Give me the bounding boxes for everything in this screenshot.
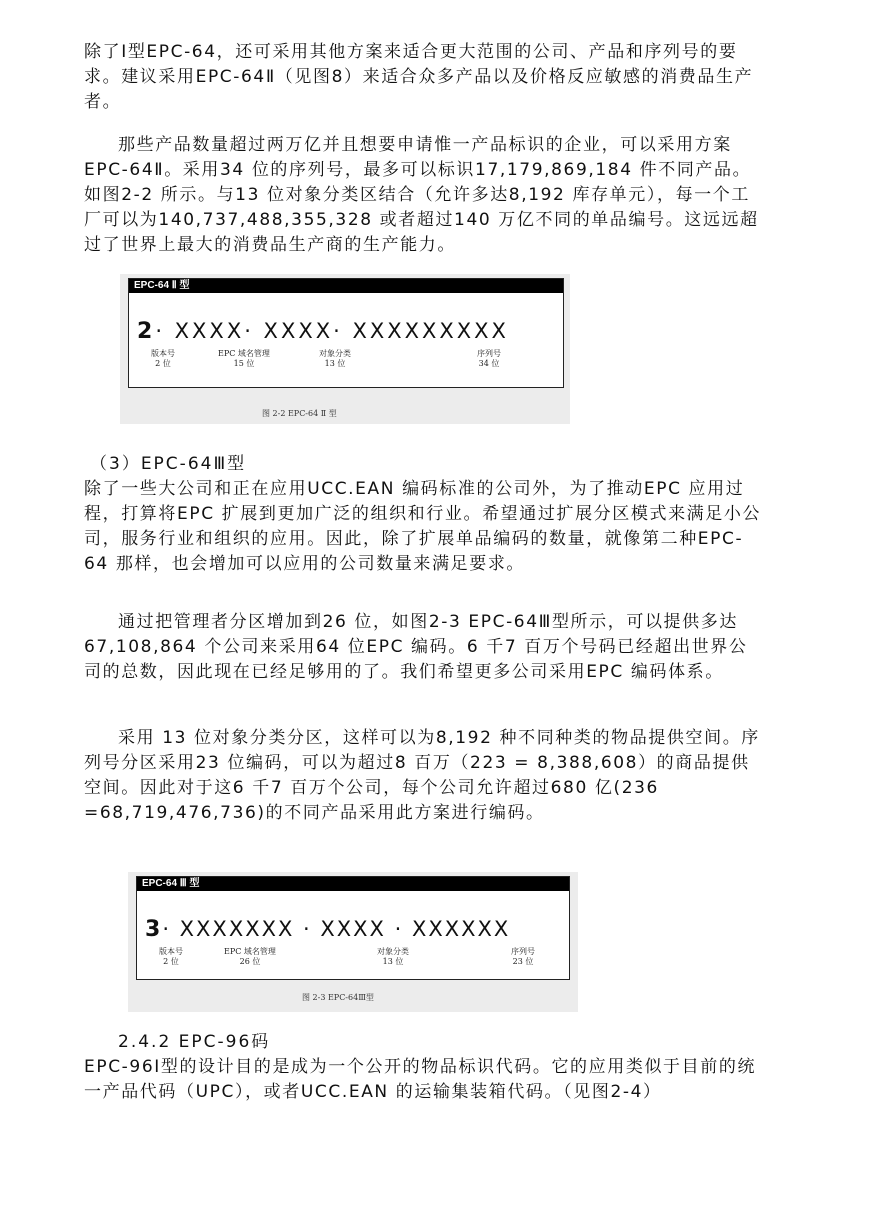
paragraph-epc64-type2: 那些产品数量超过两万亿并且想要申请惟一产品标识的企业，可以采用方案EPC-64Ⅱ。采用34 位的序列号，最多可以标识17,179,869,184 件不同产品。如图2-2 所示。与13 位对象分类区结合（允许多达8,192 库存单元），每一个工厂可以为140,737,488,355,328 或者超过140 万亿不同的单品编号。这远远超过了世界上最大的消费品生产商的生产能力。 [84,135,759,255]
figure-2-2-diagram [128,278,564,388]
figure-2-2-caption: 图 2-2 EPC-64 Ⅱ 型 [262,409,337,418]
figure-2-3-diagram [136,876,570,980]
paragraph-epc64-type3-object: 采用 13 位对象分类分区，这样可以为8,192 种不同种类的物品提供空间。序列号分区采用23 位编码，可以为超过8 百万（223 = 8,388,608）的商品提供空间。因此对于这6 千7 百万个公司，每个公司允许超过680 亿(236 =68,719,476,736)的不同产品采用此方案进行编码。 [84,728,760,823]
figure-2-2-label-serial: 序列号 34 位 [477,349,501,368]
figure-2-2-label-object-class: 对象分类 13 位 [319,349,351,368]
figure-2-3-label-serial: 序列号 23 位 [511,947,535,966]
figure-2-2-label-version: 版本号 2 位 [151,349,175,368]
figure-2-3-version-digit: 3 [145,917,163,942]
section-heading-epc64-type3: （3）EPC-64Ⅲ型 [90,454,247,474]
figure-2-3-code [145,917,510,942]
paragraph-epc64-intro: 除了Ⅰ型EPC-64，还可采用其他方案来适合更大范围的公司、产品和序列号的要求。建议采用EPC-64Ⅱ（见图8）来适合众多产品以及价格反应敏感的消费品生产者。 [84,42,754,112]
figure-2-2-code-fields: · XXXX· XXXX· XXXXXXXXX [155,319,509,343]
figure-2-3-header: EPC-64 Ⅲ 型 [137,877,569,891]
figure-2-3-code-fields: · XXXXXXX · XXXX · XXXXXX [162,917,511,941]
paragraph-epc64-type3-manager: 通过把管理者分区增加到26 位，如图2-3 EPC-64Ⅲ型所示，可以提供多达67,108,864 个公司来采用64 位EPC 编码。6 千7 百万个号码已经超出世界公司的总数，因此现在已经足够用的了。我们希望更多公司采用EPC 编码体系。 [84,612,748,682]
paragraph-epc96-type1: EPC-96Ⅰ型的设计目的是成为一个公开的物品标识代码。它的应用类似于目前的统一产品代码（UPC），或者UCC.EAN 的运输集装箱代码。（见图2-4） [84,1057,757,1102]
figure-2-2-label-manager: EPC 域名管理 15 位 [218,349,270,368]
figure-2-2-header: EPC-64 Ⅱ 型 [129,279,563,293]
figure-2-3-caption: 图 2-3 EPC-64Ⅲ型 [302,993,374,1002]
figure-2-2-version-digit: 2 [137,319,156,344]
figure-2-2-code [137,319,509,344]
section-heading-epc96: 2.4.2 EPC-96码 [118,1032,271,1052]
figure-2-3-label-object-class: 对象分类 13 位 [377,947,409,966]
paragraph-epc64-type3-intro: 除了一些大公司和正在应用UCC.EAN 编码标准的公司外，为了推动EPC 应用过程，打算将EPC 扩展到更加广泛的组织和行业。希望通过扩展分区模式来满足小公司，服务行业和组织的应用。因此，除了扩展单品编码的数量，就像第二种EPC-64 那样，也会增加可以应用的公司数量来满足要求。 [84,479,762,574]
figure-2-3-label-version: 版本号 2 位 [159,947,183,966]
figure-2-3-label-manager: EPC 域名管理 26 位 [224,947,276,966]
